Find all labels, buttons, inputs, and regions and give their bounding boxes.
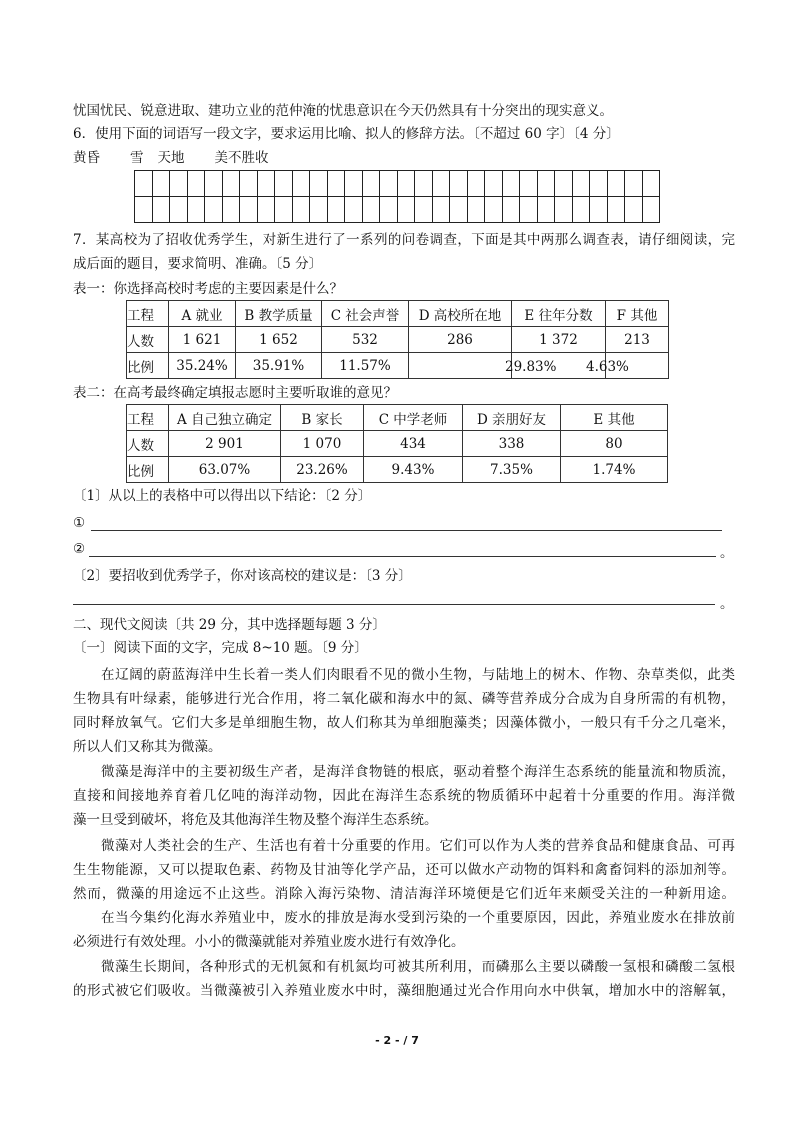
table-cell: 434 (364, 431, 463, 457)
table-cell: 1 070 (281, 431, 364, 457)
q7-prompt-line2: 成后面的题目，要求简明、准确。〔5 分〕 (73, 256, 323, 272)
table-cell: 人数 (127, 431, 169, 457)
grid-cell[interactable] (397, 171, 415, 197)
grid-cell[interactable] (450, 197, 468, 223)
table-cell: E 其他 (561, 405, 668, 431)
table-cell: C 社会声誉 (322, 301, 409, 327)
word: 天地 (157, 150, 185, 166)
table-cell: A 自己独立确定 (169, 405, 281, 431)
table1-ratio-e: 29.83% (505, 359, 557, 375)
period: 。 (720, 596, 734, 612)
passage-line: 藻一旦受到破坏，将危及其他海洋生物及整个海洋生态系统。 (73, 812, 438, 828)
grid-cell[interactable] (135, 171, 153, 197)
table-cell: 9.43% (364, 457, 463, 483)
grid-cell[interactable] (205, 171, 223, 197)
grid-cell[interactable] (327, 197, 345, 223)
grid-cell[interactable] (292, 197, 310, 223)
table-cell: F 其他 (606, 301, 669, 327)
section2-title: 二、现代文阅读〔共 29 分，其中选择题每题 3 分〕 (73, 617, 386, 633)
table-cell: 11.57% (322, 353, 409, 379)
table-cell: 338 (463, 431, 561, 457)
table-cell: D 高校所在地 (409, 301, 512, 327)
passage-line: 生生物能源，又可以提取色素、药物及甘油等化学产品，还可以做水产动物的饵料和禽畜饲料的添加剂等。 (73, 862, 735, 878)
table-cell: B 教学质量 (236, 301, 322, 327)
table-cell: 1.74% (561, 457, 668, 483)
grid-cell[interactable] (222, 197, 240, 223)
table-cell: 1 372 (512, 327, 606, 353)
grid-cell[interactable] (555, 171, 573, 197)
grid-cell[interactable] (537, 171, 555, 197)
grid-cell[interactable] (135, 197, 153, 223)
grid-cell[interactable] (310, 171, 328, 197)
passage-line: 然而，微藻的用途远不止这些。消除入海污染物、清洁海洋环境便是它们近年来颇受关注的一种新用途。 (73, 886, 735, 902)
table-cell: 1 621 (169, 327, 236, 353)
table-cell: 工程 (127, 405, 169, 431)
grid-cell[interactable] (415, 171, 433, 197)
grid-cell[interactable] (467, 171, 485, 197)
grid-cell[interactable] (485, 197, 503, 223)
grid-cell[interactable] (625, 171, 643, 197)
section2-sub: 〔一〕阅读下面的文字，完成 8~10 题。〔9 分〕 (73, 640, 368, 656)
table2-caption: 表二：在高考最终确定填报志愿时主要听取谁的意见？ (73, 385, 397, 401)
grid-cell[interactable] (257, 197, 275, 223)
grid-cell[interactable] (642, 197, 660, 223)
table-cell: 213 (606, 327, 669, 353)
table-cell: E 往年分数 (512, 301, 606, 327)
grid-cell[interactable] (590, 197, 608, 223)
passage-line: 必须进行有效处理。小小的微藻就能对养殖业废水进行有效净化。 (73, 934, 465, 950)
passage-line: 在当今集约化海水养殖业中，废水的排放是海水受到污染的一个重要原因，因此，养殖业废水在排放前 (101, 910, 735, 926)
table-cell: D 亲朋好友 (463, 405, 561, 431)
table2 (126, 404, 668, 483)
table-cell: 1 652 (236, 327, 322, 353)
grid-cell[interactable] (187, 197, 205, 223)
word: 黄昏 (73, 150, 100, 166)
table-cell: 工程 (127, 301, 169, 327)
table-cell: 比例 (127, 353, 169, 379)
grid-cell[interactable] (520, 171, 538, 197)
grid-cell[interactable] (275, 171, 293, 197)
answer-line-2[interactable] (89, 556, 716, 557)
passage-line: 在辽阔的蔚蓝海洋中生长着一类人们肉眼看不见的微小生物，与陆地上的树木、作物、杂草类似，此类 (101, 667, 735, 683)
grid-cell[interactable] (432, 171, 450, 197)
grid-cell[interactable] (187, 171, 205, 197)
table-cell (409, 353, 512, 379)
passage-line: 生物具有叶绿素，能够进行光合作用，将二氧化碳和海水中的氮、磷等营养成分合成为自身所需的有机物， (73, 691, 735, 707)
answer-line-1[interactable] (91, 530, 722, 531)
answer-line-3[interactable] (73, 604, 715, 605)
passage-line: 微藻对人类社会的生产、生活也有着十分重要的作用。它们可以作为人类的营养食品和健康食品、可再 (101, 838, 735, 854)
passage-line: 微藻生长期间，各种形式的无机氮和有机氮均可被其所利用，而磷那么主要以磷酸一氢根和磷酸二氢根 (101, 959, 735, 975)
table-cell: C 中学老师 (364, 405, 463, 431)
grid-cell[interactable] (555, 197, 573, 223)
table-cell: 35.91% (236, 353, 322, 379)
grid-cell[interactable] (607, 171, 625, 197)
grid-cell[interactable] (222, 171, 240, 197)
grid-cell[interactable] (170, 197, 188, 223)
table-row (127, 431, 668, 457)
grid-cell[interactable] (327, 171, 345, 197)
grid-cell[interactable] (625, 197, 643, 223)
table-row (127, 405, 668, 431)
passage-line: 微藻是海洋中的主要初级生产者，是海洋食物链的根底，驱动着整个海洋生态系统的能量流和物质流， (101, 764, 735, 780)
grid-cell[interactable] (485, 171, 503, 197)
grid-cell[interactable] (362, 197, 380, 223)
intro-line: 忧国忧民、锐意进取、建功立业的范仲淹的忧患意识在今天仍然具有十分突出的现实意义。 (73, 103, 613, 119)
grid-cell[interactable] (642, 171, 660, 197)
grid-cell[interactable] (450, 171, 468, 197)
q7-sub1: 〔1〕从以上的表格中可以得出以下结论：〔2 分〕 (73, 488, 372, 504)
grid-cell[interactable] (415, 197, 433, 223)
grid-cell[interactable] (590, 171, 608, 197)
grid-cell[interactable] (205, 197, 223, 223)
grid-cell[interactable] (502, 197, 520, 223)
grid-cell[interactable] (572, 197, 590, 223)
grid-cell[interactable] (240, 197, 258, 223)
table-cell: 人数 (127, 327, 169, 353)
grid-row (135, 171, 660, 197)
table-cell: 2 901 (169, 431, 281, 457)
answer-mark-2: ② (73, 541, 86, 557)
answer-mark-1: ① (73, 515, 86, 531)
grid-cell[interactable] (257, 171, 275, 197)
table-cell: B 家长 (281, 405, 364, 431)
table-cell: A 就业 (169, 301, 236, 327)
grid-cell[interactable] (275, 197, 293, 223)
writing-grid[interactable] (134, 170, 660, 223)
grid-cell[interactable] (432, 197, 450, 223)
grid-cell[interactable] (380, 171, 398, 197)
passage-line: 直接和间接地养育着几亿吨的海洋动物，因此在海洋生态系统的物质循环中起着十分重要的作用。海洋微 (73, 788, 735, 804)
word: 美不胜收 (214, 150, 269, 166)
table-cell: 63.07% (169, 457, 281, 483)
grid-cell[interactable] (607, 197, 625, 223)
grid-row (135, 197, 660, 223)
table-cell: 80 (561, 431, 668, 457)
grid-cell[interactable] (152, 171, 170, 197)
grid-cell[interactable] (292, 171, 310, 197)
table1-caption: 表一：你选择高校时考虑的主要因素是什么？ (73, 281, 343, 297)
grid-cell[interactable] (380, 197, 398, 223)
page-number: - 2 - / 7 (375, 1034, 419, 1047)
grid-cell[interactable] (502, 171, 520, 197)
grid-cell[interactable] (362, 171, 380, 197)
passage-line: 所以人们又称其为微藻。 (73, 739, 222, 755)
passage-line: 的形式被它们吸收。当微藻被引入养殖业废水中时，藻细胞通过光合作用向水中供氧，增加水中的溶解氧， (73, 983, 735, 999)
table-cell: 35.24% (169, 353, 236, 379)
word: 雪 (130, 150, 144, 166)
table-cell: 比例 (127, 457, 169, 483)
table-row (127, 457, 668, 483)
table-row (127, 327, 669, 353)
grid-cell[interactable] (152, 197, 170, 223)
table-cell: 23.26% (281, 457, 364, 483)
passage-line: 同时释放氧气。它们大多是单细胞生物，故人们称其为单细胞藻类；因藻体微小，一般只有千分之几毫米， (73, 715, 735, 731)
grid-cell[interactable] (170, 171, 188, 197)
table-cell: 7.35% (463, 457, 561, 483)
grid-cell[interactable] (240, 171, 258, 197)
grid-cell[interactable] (572, 171, 590, 197)
grid-cell[interactable] (345, 197, 363, 223)
table-cell: 286 (409, 327, 512, 353)
grid-cell[interactable] (310, 197, 328, 223)
grid-cell[interactable] (345, 171, 363, 197)
grid-cell[interactable] (520, 197, 538, 223)
grid-cell[interactable] (397, 197, 415, 223)
q6-words (73, 147, 735, 169)
grid-cell[interactable] (537, 197, 555, 223)
q6-prompt: 6．使用下面的词语写一段文字，要求运用比喻、拟人的修辞方法。〔不超过 60 字〕〔4 分〕 (73, 126, 620, 142)
table-cell: 532 (322, 327, 409, 353)
grid-cell[interactable] (467, 197, 485, 223)
period: 。 (720, 545, 734, 561)
q7-prompt-line1: 7．某高校为了招收优秀学生，对新生进行了一系列的问卷调查，下面是其中两那么调查表，请仔细阅读，完 (73, 232, 735, 248)
q7-sub2: 〔2〕要招收到优秀学子，你对该高校的建议是：〔3 分〕 (73, 568, 412, 584)
table-row (127, 301, 669, 327)
table1-ratio-f: 4.63% (586, 359, 629, 375)
